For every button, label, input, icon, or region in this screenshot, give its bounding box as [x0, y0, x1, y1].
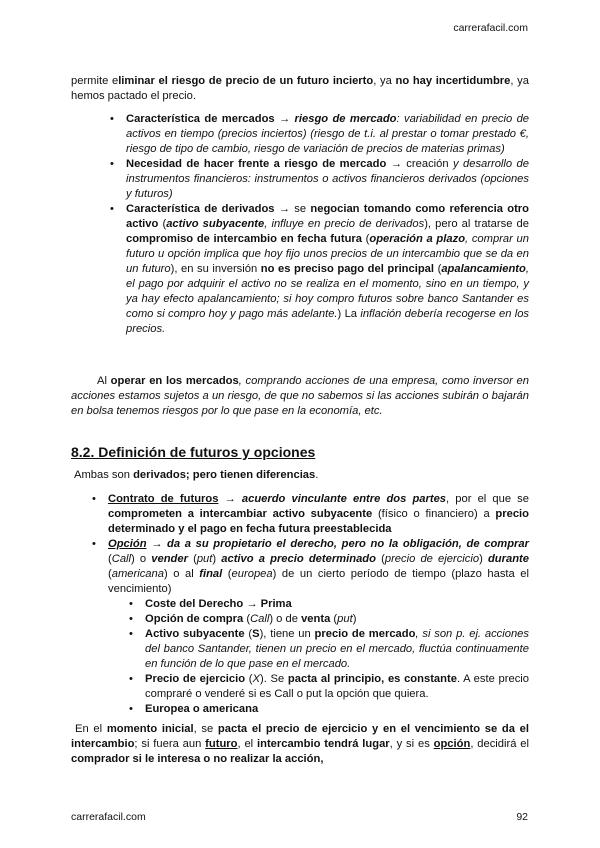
list-item: • Característica de mercados → riesgo de mercado: variabilidad en precio de activos en tiempo (precios inciertos) (riesgo de t.i. al prestar o tomar prestado €, riesgo de tipo de cambio, riesgo de variación de precios de materias primas)	[110, 113, 530, 155]
list-item: • Necesidad de hacer frente a riesgo de mercado → creación y desarrollo de instrumentos financieros: instrumentos o activos financieros derivados (opciones y futuros)	[110, 158, 529, 200]
list-item: • Coste del Derecho → Prima	[129, 598, 292, 610]
section-heading: 8.2. Definición de futuros y opciones	[71, 444, 316, 460]
markets-paragraph: Al operar en los mercados, comprando acciones de una empresa, como inversor en acciones estamos sujetos a un riesgo, de que no sabemos si las acciones subirán o bajarán en bolsa tenemos riesgos por lo que pase en la economía, etc.	[71, 375, 529, 417]
list-item: • Activo subyacente (S), tiene un precio de mercado, si son p. ej. acciones del banco Santander, tienen un precio en el mercado, fluctúa continuamente en función de lo que pase en el mercado.	[129, 628, 530, 670]
list-item: • Opción → da a su propietario el derecho, pero no la obligación, de comprar (Call) o vender (put) activo a precio determinado (precio de ejercicio) durante (americana) o al final (europea) de un cierto período de tiempo (plazo hasta el vencimiento)	[92, 538, 529, 595]
list-item: • Europea o americana	[129, 703, 259, 715]
list-item: • Contrato de futuros → acuerdo vinculante entre dos partes, por el que se comprometen a intercambiar activo subyacente (físico o financiero) a precio determinado y el pago en fecha futura preestablecida	[92, 493, 529, 535]
page-number: 92	[516, 811, 528, 823]
definition-bullets	[92, 492, 529, 597]
list-item: • Precio de ejercicio (X). Se pacta al principio, es constante. A este precio compraré o venderé si es Call o put la opción que quiera.	[129, 673, 530, 700]
option-sub-bullets	[129, 597, 530, 717]
market-bullets	[110, 112, 530, 337]
both-derivatives-paragraph: Ambas son derivados; pero tienen diferencias.	[74, 469, 319, 481]
header-site: carrerafacil.com	[453, 22, 528, 34]
intro-paragraph: permite eliminar el riesgo de precio de un futuro incierto, ya no hay incertidumbre, ya hemos pactado el precio.	[71, 75, 529, 102]
list-item: • Opción de compra (Call) o de venta (put)	[129, 613, 357, 625]
list-item: • Característica de derivados → se negocian tomando como referencia otro activo (activo subyacente, influye en precio de derivados), pero al tratarse de compromiso de intercambio en fecha futura (operación a plazo, comprar un futuro u opción implica que hoy fijo unos precios de un intercambio que se da en un futuro), en su inversión no es preciso pago del principal (apalancamiento, el pago por adquirir el activo no se realiza en el momento, sino en un tiempo, y ya hay efecto apalancamiento; si hoy compro futuros sobre banco Santander es como si compro hoy y pago más adelante.) La inflación debería recogerse en los precios.	[110, 203, 530, 335]
footer-site: carrerafacil.com	[71, 811, 146, 823]
initial-moment-paragraph: En el momento inicial, se pacta el precio de ejercicio y en el vencimiento se da el intercambio; si fuera aun futuro, el intercambio tendrá lugar, y si es opción, decidirá el comprador si le interesa o no realizar la acción,	[71, 723, 529, 765]
